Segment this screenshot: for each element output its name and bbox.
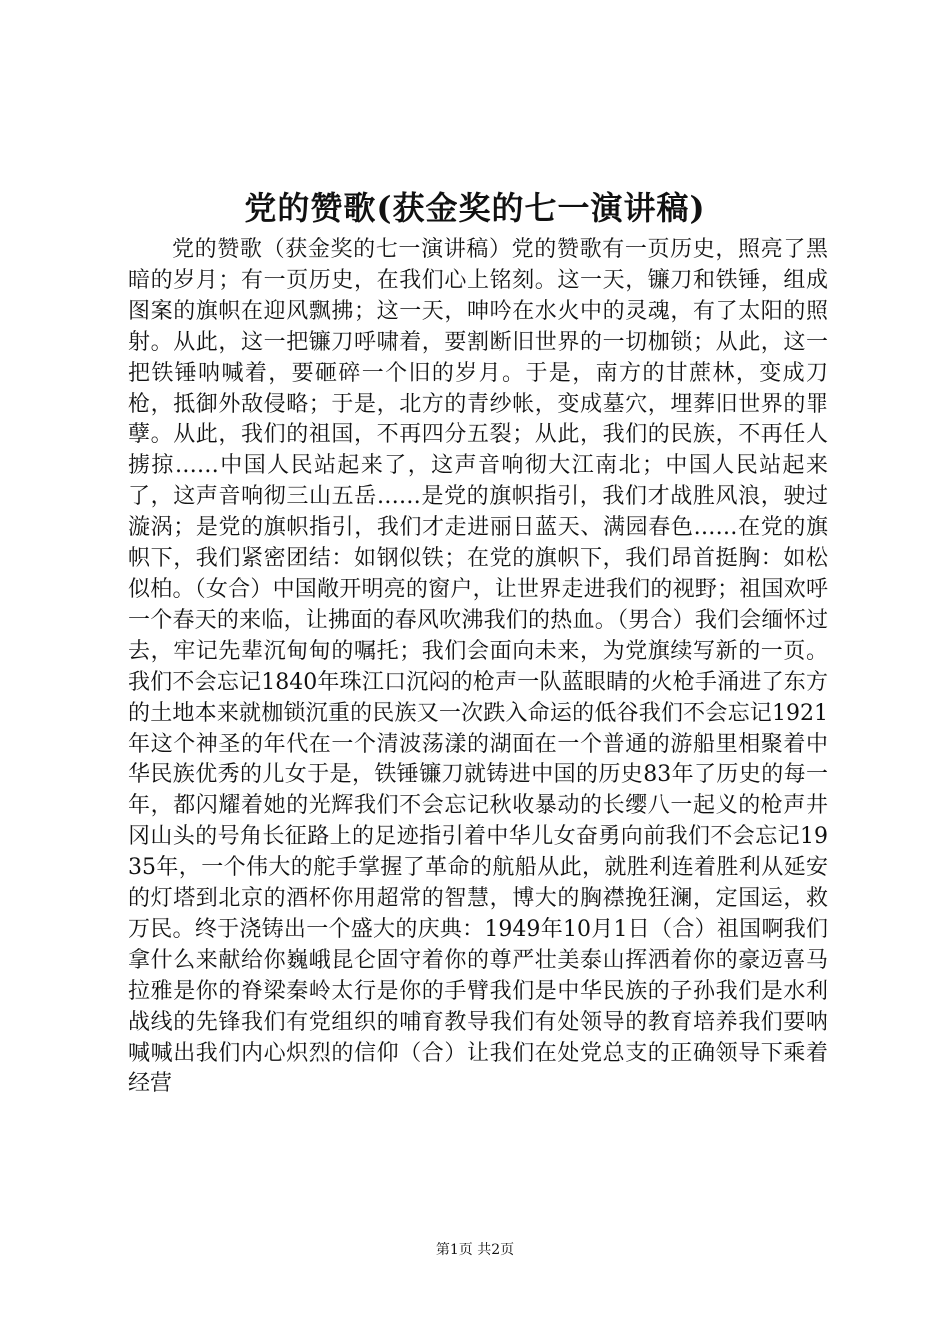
page-footer: 第1页 共2页	[435, 1242, 515, 1258]
page-title: 党的赞歌(获金奖的七一演讲稿)	[244, 189, 706, 227]
body-paragraph: 党的赞歌（获金奖的七一演讲稿）党的赞歌有一页历史，照亮了黑暗的岁月；有一页历史，在我们心上铭刻。这一天，镰刀和铁锤，组成图案的旗帜在迎风飘拂；这一天，呻吟在水火中的灵魂，有了太阳的照射。从此，这一把镰刀呼啸着，要割断旧世界的一切枷锁；从此，这一把铁锤呐喊着，要砸碎一个旧的岁月。于是，南方的甘蔗林，变成刀枪，抵御外敌侵略；于是，北方的青纱帐，变成墓穴，埋葬旧世界的罪孽。从此，我们的祖国，不再四分五裂；从此，我们的民族，不再任人掳掠……中国人民站起来了，这声音响彻大江南北；中国人民站起来了，这声音响彻三山五岳……是党的旗帜指引，我们才战胜风浪，驶过漩涡；是党的旗帜指引，我们才走进丽日蓝天、满园春色……在党的旗帜下，我们紧密团结：如钢似铁；在党的旗帜下，我们昂首挺胸：如松似柏。（女合）中国敞开明亮的窗户，让世界走进我们的视野；祖国欢呼一个春天的来临，让拂面的春风吹沸我们的热血。（男合）我们会缅怀过去，牢记先辈沉甸甸的嘱托；我们会面向未来，为党旗续写新的一页。我们不会忘记1840年珠江口沉闷的枪声一队蓝眼睛的火枪手涌进了东方的土地本来就枷锁沉重的民族又一次跌入命运的低谷我们不会忘记1921年这个神圣的年代在一个清波荡漾的湖面在一个普通的游船里相聚着中华民族优秀的儿女于是，铁锤镰刀就铸进中国的历史83年了历史的每一年，都闪耀着她的光辉我们不会忘记秋收暴动的长缨八一起义的枪声井冈山头的号角长征路上的足迹指引着中华儿女奋勇向前我们不会忘记1935年，一个伟大的舵手掌握了革命的航船从此，就胜利连着胜利从延安的灯塔到北京的酒杯你用超常的智慧，博大的胸襟挽狂澜，定国运，救万民。终于浇铸出一个盛大的庆典：1949年10月1日（合）祖国啊我们拿什么来献给你巍峨昆仑固守着你的尊严壮美泰山挥洒着你的豪迈喜马拉雅是你的脊梁秦岭太行是你的手臂我们是中华民族的子孙我们是水利战线的先锋我们有党组织的哺育教导我们有处领导的教育培养我们要呐喊喊出我们内心炽烈的信仰（合）让我们在处党总支的正确领导下乘着经营	[128, 237, 828, 1097]
